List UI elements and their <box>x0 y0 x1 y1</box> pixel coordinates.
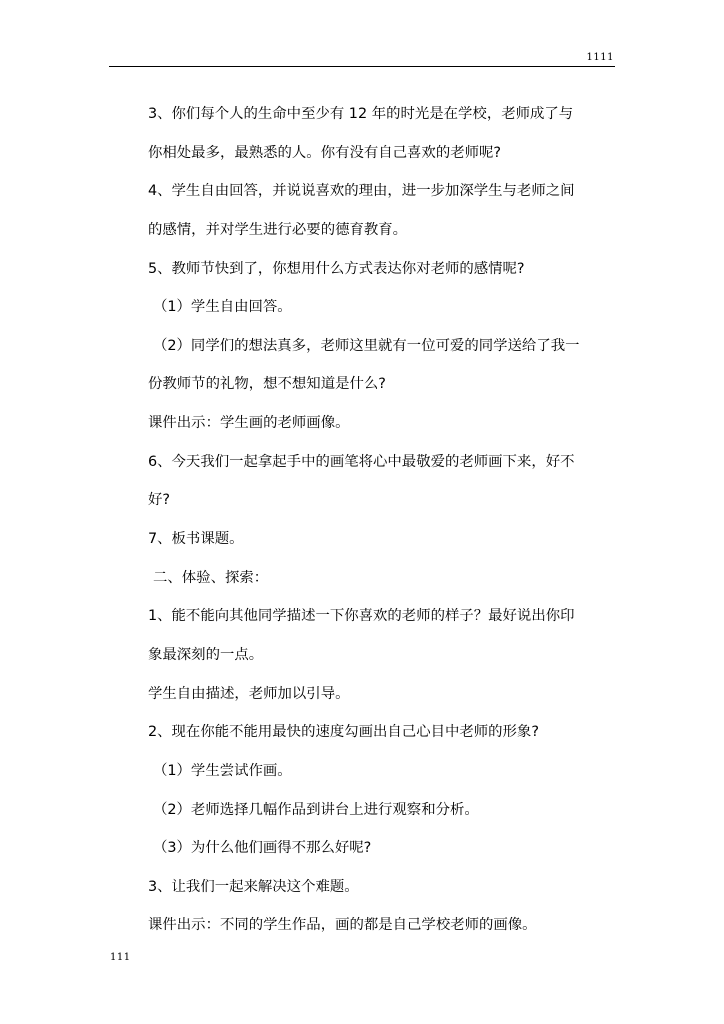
paragraph-line-2: 你相处最多，最熟悉的人。你有没有自己喜欢的老师呢? <box>148 144 502 161</box>
paragraph-line-8: 份教师节的礼物，想不想知道是什么? <box>148 376 386 393</box>
paragraph-line-5: 5、教师节快到了，你想用什么方式表达你对老师的感情呢? <box>148 260 525 277</box>
paragraph-line-21: 3、让我们一起来解决这个难题。 <box>148 878 359 895</box>
document-body <box>148 104 598 954</box>
paragraph-line-17: 2、现在你能不能用最快的速度勾画出自己心目中老师的形象? <box>148 724 539 741</box>
header-page-number: 1111 <box>586 52 614 63</box>
paragraph-line-6: （1）学生自由回答。 <box>153 299 292 316</box>
paragraph-line-10: 6、今天我们一起拿起手中的画笔将心中最敬爱的老师画下来，好不 <box>148 453 575 470</box>
paragraph-line-19: （2）老师选择几幅作品到讲台上进行观察和分析。 <box>153 801 479 818</box>
paragraph-line-16: 学生自由描述，老师加以引导。 <box>148 685 350 702</box>
paragraph-line-12: 7、板书课题。 <box>148 531 244 548</box>
paragraph-line-9: 课件出示：学生画的老师画像。 <box>148 415 350 432</box>
paragraph-line-11: 好? <box>148 492 171 509</box>
paragraph-line-15: 象最深刻的一点。 <box>148 646 264 663</box>
header-rule <box>109 66 615 67</box>
footer-page-number: 111 <box>110 952 131 963</box>
paragraph-line-3: 4、学生自由回答，并说说喜欢的理由，进一步加深学生与老师之间 <box>148 183 575 200</box>
paragraph-line-18: （1）学生尝试作画。 <box>153 762 292 779</box>
paragraph-line-14: 1、能不能向其他同学描述一下你喜欢的老师的样子？最好说出你印 <box>148 608 575 625</box>
paragraph-line-20: （3）为什么他们画得不那么好呢? <box>153 840 372 857</box>
paragraph-line-1: 3、你们每个人的生命中至少有 12 年的时光是在学校，老师成了与 <box>148 106 574 122</box>
section-heading: 二、体验、探索： <box>153 569 269 586</box>
paragraph-line-4: 的感情，并对学生进行必要的德育教育。 <box>148 221 408 238</box>
paragraph-line-22: 课件出示：不同的学生作品，画的都是自己学校老师的画像。 <box>148 917 537 934</box>
paragraph-line-7: （2）同学们的想法真多，老师这里就有一位可爱的同学送给了我一 <box>153 337 580 354</box>
